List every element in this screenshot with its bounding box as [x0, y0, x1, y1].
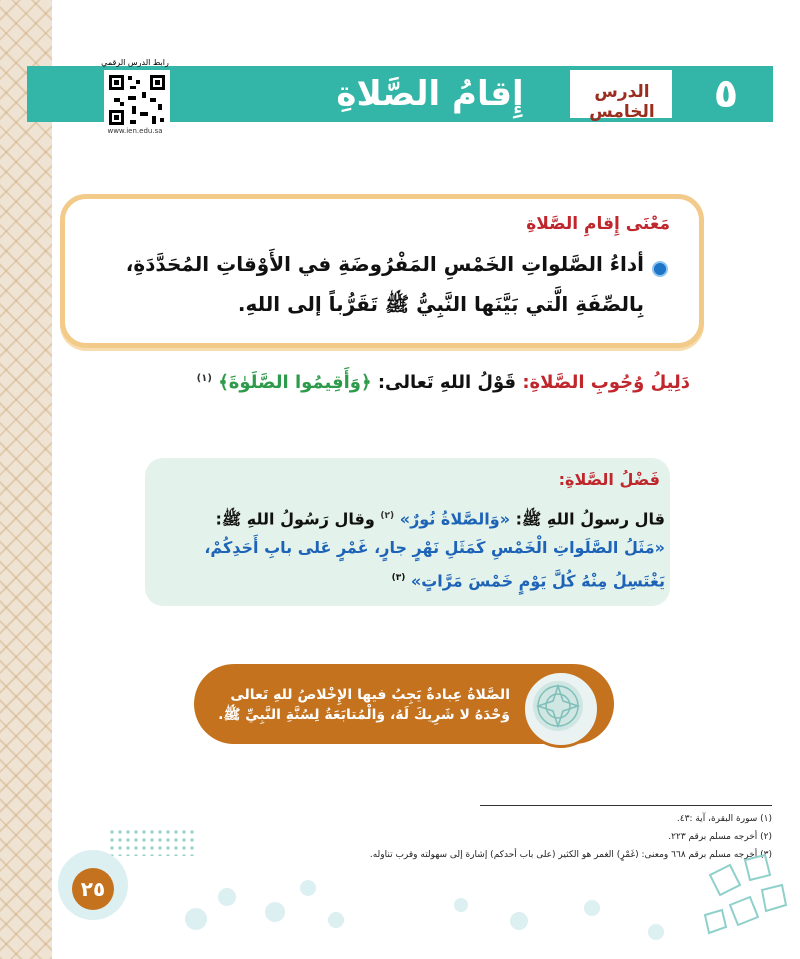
evidence-footnote-ref: (١) [196, 373, 212, 384]
virtue-footnote-ref-2: (٢) [380, 511, 395, 521]
qr-code-icon[interactable] [104, 70, 170, 130]
evidence-intro: قَوْلُ اللهِ تَعالى: [377, 372, 517, 393]
virtue-line1-intro: قال رسولُ اللهِ ﷺ: [515, 509, 665, 529]
footnote-2: (٢) أخرجه مسلم برقم ٢٢٣. [668, 832, 772, 842]
ministry-logo-icon [108, 828, 198, 856]
decorative-dot-icon [510, 912, 528, 930]
lesson-number: ٥ [713, 71, 739, 117]
evidence-verse: ﴿وَأَقِيمُوا الصَّلَوٰةَ﴾ [218, 372, 372, 393]
virtue-footnote-ref-3: (٣) [391, 573, 406, 583]
virtue-line-1 [155, 504, 665, 531]
virtue-line-2: «مَثَلُ الصَّلَواتِ الْخَمْسِ كَمَثَلِ نَهْرٍ جارٍ، غَمْرٍ عَلى بابِ أَحَدِكُمْ، [204, 538, 665, 557]
corner-pattern-icon [700, 845, 790, 945]
decorative-dot-icon [328, 912, 344, 928]
bullet-icon [652, 261, 668, 277]
decorative-dot-icon [218, 888, 236, 906]
lesson-label: الدرس الخامس [589, 82, 655, 122]
decorative-dot-icon [300, 880, 316, 896]
decorative-dot-icon [648, 924, 664, 940]
meaning-text: أداءُ الصَّلواتِ الخَمْسِ المَفْرُوضَةِ في الأَوْقاتِ المُحَدَّدَةِ، بِالصِّفَةِ الَّتي بَيَّنَها النَّبِيُّ ﷺ تَقَرُّباً إلى اللهِ. [125, 252, 644, 316]
virtue-line1-second-intro: وقال رَسُولُ اللهِ ﷺ: [215, 509, 375, 529]
footnote-1: (١) سورة البقرة، آية :٤٣. [676, 814, 772, 824]
meaning-heading: مَعْنَى إِقامِ الصَّلاةِ [526, 214, 670, 234]
qr-caption: رابط الدرس الرقمي [101, 58, 169, 67]
note-text: الصَّلاةُ عِبادةٌ يَجِبُ فيها الإِخْلاصُ للهِ تَعالى وَحْدَهُ لا شَرِيكَ لَهُ، وَالْمُتابَعَةُ لِسُنَّةِ النَّبِيِّ ﷺ. [218, 687, 510, 723]
decorative-dot-icon [454, 898, 468, 912]
qr-url[interactable]: www.ien.edu.sa [107, 127, 163, 135]
footnote-3: (٣) أخرجه مسلم برقم ٦٦٨ ومعنى: (غَمْرٍ) الغمر هو الكثير (على باب أحدكم) إشارة إلى سهولته وقرب تناوله. [369, 850, 772, 860]
virtue-heading: فَضْلُ الصَّلاةِ: [558, 470, 660, 489]
footnote-divider [480, 805, 772, 806]
virtue-line3-text: يَغْتَسِلُ مِنْهُ كُلَّ يَوْمٍ خَمْسَ مَرَّاتٍ» [410, 571, 665, 591]
medallion-inner [533, 681, 583, 731]
page-number: ٢٥ [72, 868, 114, 910]
decorative-dot-icon [584, 900, 600, 916]
lesson-title: إِقامُ الصَّلاةِ [336, 74, 524, 114]
virtue-quote-1: «وَالصَّلاةُ نُورٌ» [399, 509, 511, 529]
decorative-dot-icon [265, 902, 285, 922]
evidence-line [90, 372, 690, 393]
evidence-label: دَلِيلُ وُجُوبِ الصَّلاةِ: [522, 372, 690, 393]
virtue-line-3 [155, 566, 665, 593]
decorative-dot-icon [185, 908, 207, 930]
decorative-side-border [0, 0, 52, 959]
